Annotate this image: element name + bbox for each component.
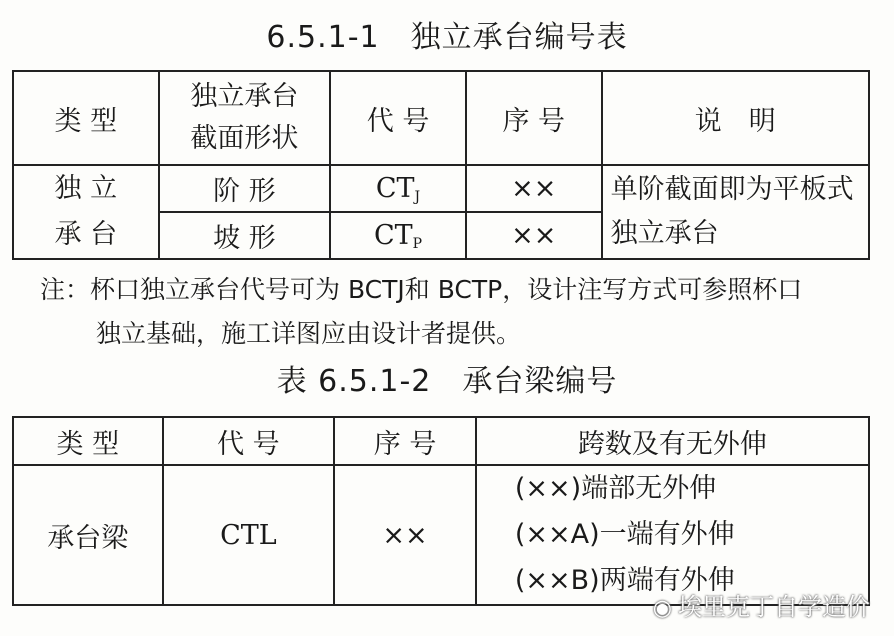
- header-sequence: 序 号: [334, 417, 476, 465]
- shape-cell: 阶 形: [159, 165, 331, 212]
- watermark-text: 埃里克丁自学造价: [678, 593, 870, 621]
- table-row: [13, 165, 869, 212]
- note-line-2: 独立基础，施工详图应由设计者提供。: [96, 319, 522, 348]
- header-sequence: 序 号: [466, 71, 602, 165]
- code-cell: CTL: [163, 465, 335, 605]
- code-main: CT: [375, 172, 415, 204]
- independent-pile-cap-table: [12, 70, 870, 260]
- header-type: 类 型: [13, 417, 163, 465]
- type-cell: 独 立 承 台: [13, 165, 159, 259]
- table-header-row: [13, 417, 869, 465]
- table-note: [40, 268, 870, 356]
- code-subscript: J: [414, 188, 421, 205]
- note-line-1: 注：杯口独立承台代号可为 BCTJ和 BCTP，设计注写方式可参照杯口: [40, 275, 803, 304]
- sequence-cell: ××: [466, 212, 602, 259]
- code-cell: [330, 165, 466, 212]
- code-cell: [330, 212, 466, 259]
- table2-title: 表 6.5.1-2 承台梁编号: [276, 364, 618, 399]
- header-spans: 跨数及有无外伸: [476, 417, 869, 465]
- sequence-cell: ××: [466, 165, 602, 212]
- header-section-shape: 独立承台 截面形状: [159, 71, 331, 165]
- header-description: 说 明: [602, 71, 869, 165]
- code-main: CT: [373, 219, 413, 251]
- span-option: (××)端部无外伸: [514, 473, 717, 504]
- header-code: 代 号: [330, 71, 466, 165]
- spans-cell: [476, 465, 869, 605]
- wechat-icon: ◉: [652, 596, 672, 621]
- span-option: (××B)两端有外伸: [514, 565, 735, 596]
- description-cell: 单阶截面即为平板式独立承台: [602, 165, 869, 259]
- watermark: [653, 587, 870, 622]
- header-type: 类 型: [13, 71, 159, 165]
- table-header-row: [13, 71, 869, 165]
- code-subscript: P: [412, 235, 423, 252]
- type-cell: 承台梁: [13, 465, 163, 605]
- shape-cell: 坡 形: [159, 212, 331, 259]
- span-option: (××A)一端有外伸: [514, 519, 735, 550]
- header-code: 代 号: [163, 417, 335, 465]
- table1-title: 6.5.1-1 独立承台编号表: [266, 20, 628, 55]
- table-row: [13, 465, 869, 605]
- sequence-cell: ××: [334, 465, 476, 605]
- pile-cap-beam-table: [12, 416, 870, 606]
